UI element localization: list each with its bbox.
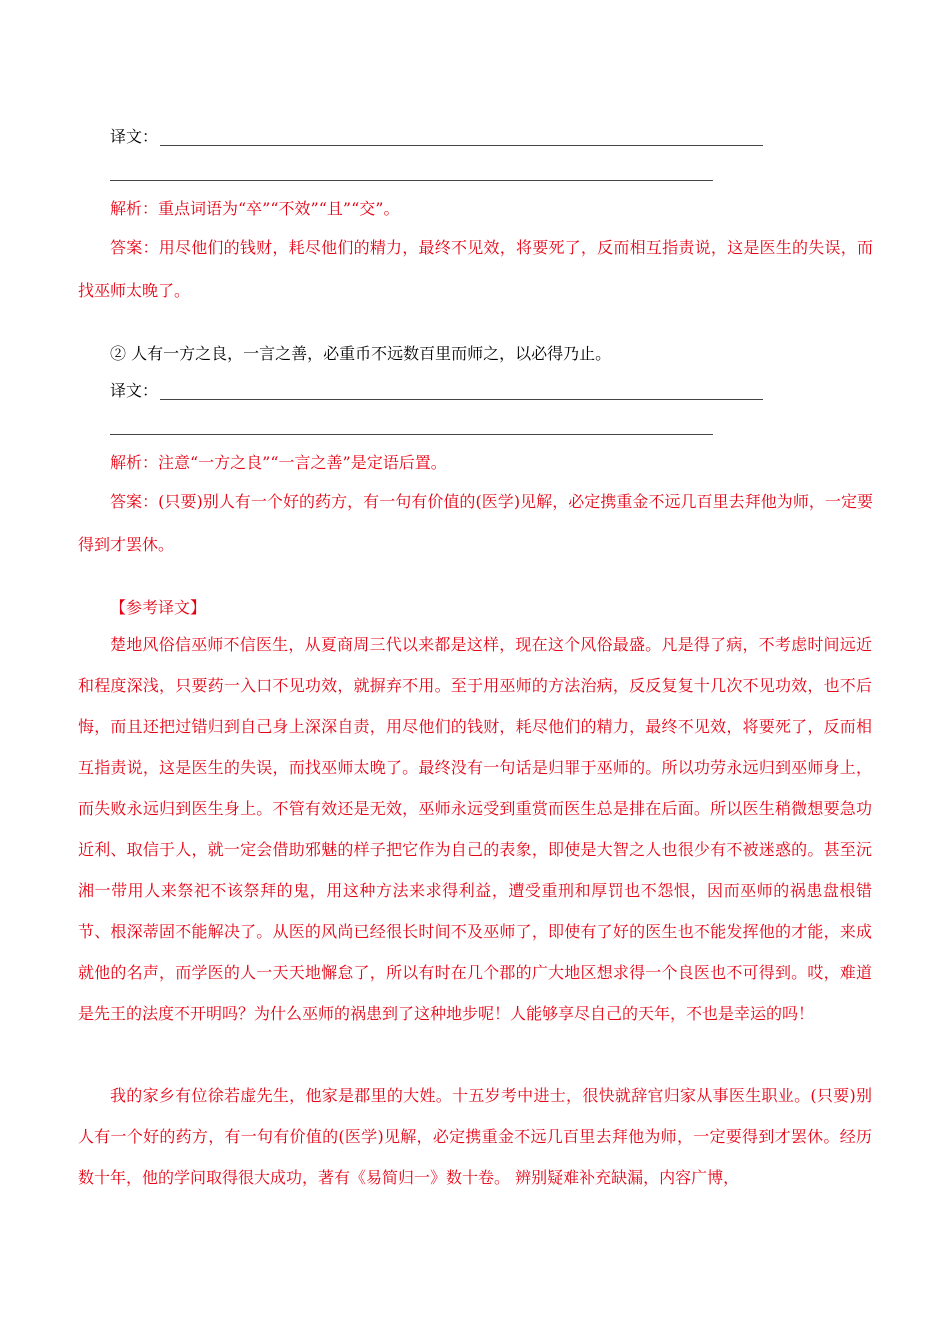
reference-heading: 【参考译文】: [110, 598, 207, 617]
analysis-1: 解析：重点词语为“卒”“不效”“且”“交”。: [110, 199, 400, 218]
analysis-2: 解析：注意“一方之良”“一言之善”是定语后置。: [110, 453, 447, 472]
translation-blank-line-2a[interactable]: [160, 399, 763, 400]
translation-blank-line-1a[interactable]: [160, 145, 763, 146]
translation-label-2: 译文：: [110, 381, 159, 400]
translation-blank-line-1b[interactable]: [110, 180, 713, 181]
reference-paragraph-1: 楚地风俗信巫师不信医生，从夏商周三代以来都是这样，现在这个风俗最盛。凡是得了病，不考虑时间远近和程度深浅，只要药一入口不见功效，就摒弃不用。至于用巫师的方法治病，反反复复十几次不见功效，也不后悔，而且还把过错归到自己身上深深自责，用尽他们的钱财，耗尽他们的精力，最终不见效，将要死了，反而相互指责说，这是医生的失误，而找巫师太晚了。最终没有一句话是归罪于巫师的。所以功劳永远归到巫师身上，而失败永远归到医生身上。不管有效还是无效，巫师永远受到重赏而医生总是排在后面。所以医生稍微想要急功近利、取信于人，就一定会借助邪魅的样子把它作为自己的表象，即使是大智之人也很少有不被迷惑的。甚至沅湘一带用人来祭祀不该祭拜的鬼，用这种方法来求得利益，遭受重刑和厚罚也不怨恨，因而巫师的祸患盘根错节、根深蒂固不能解决了。从医的风尚已经很长时间不及巫师了，即使有了好的医生也不能发挥他的才能，来成就他的名声，而学医的人一天天地懈怠了，所以有时在几个郡的广大地区想求得一个良医也不可得到。哎，难道是先王的法度不开明吗？为什么巫师的祸患到了这种地步呢！人能够享尽自己的天年，不也是幸运的吗！: [78, 635, 872, 1023]
translation-blank-line-2b[interactable]: [110, 434, 713, 435]
reference-paragraph-2: 我的家乡有位徐若虚先生，他家是郡里的大姓。十五岁考中进士，很快就辞官归家从事医生职业。(只要)别人有一个好的药方，有一句有价值的(医学)见解，必定携重金不远几百里去拜他为师，一定要得到才罢休。经历数十年，他的学问取得很大成功，著有《易简归一》数十卷。 辨别疑难补充缺漏，内容广博，: [78, 1086, 872, 1187]
answer-1: 答案：用尽他们的钱财，耗尽他们的精力，最终不见效，将要死了，反而相互指责说，这是医生的失误，而找巫师太晚了。: [78, 238, 873, 300]
answer-2: 答案：(只要)别人有一个好的药方，有一句有价值的(医学)见解，必定携重金不远几百里去拜他为师，一定要得到才罢休。: [78, 492, 873, 554]
question-sentence-2: ② 人有一方之良，一言之善，必重币不远数百里而师之，以必得乃止。: [110, 344, 612, 363]
translation-label-1: 译文：: [110, 127, 159, 146]
